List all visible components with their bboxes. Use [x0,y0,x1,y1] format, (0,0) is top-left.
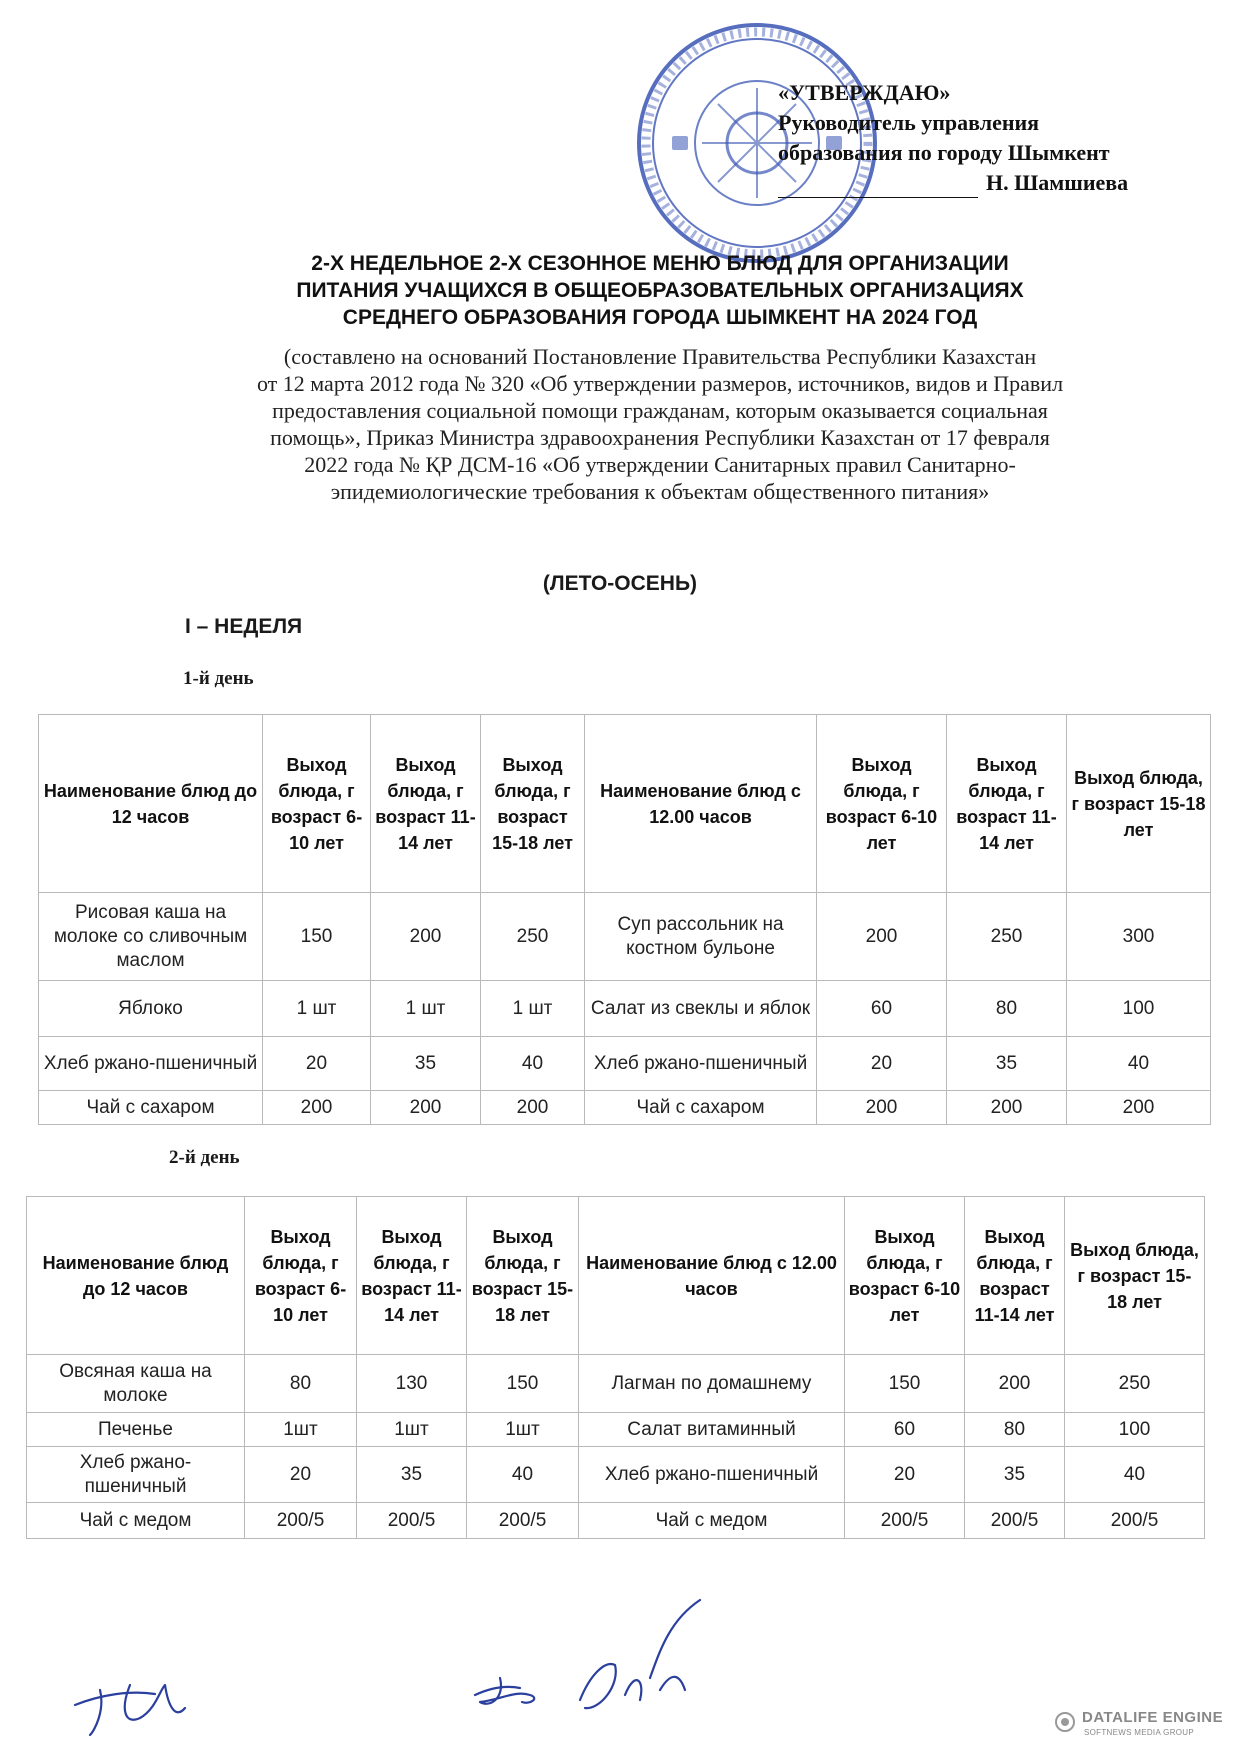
datalife-logo-icon [1054,1711,1076,1733]
title-line-3: СРЕДНЕГО ОБРАЗОВАНИЯ ГОРОДА ШЫМКЕНТ НА 2024 ГОД [342,306,978,329]
day-1-label: 1-й день [183,668,254,689]
title-line-2: ПИТАНИЯ УЧАЩИХСЯ В ОБЩЕОБРАЗОВАТЕЛЬНЫХ ОРГАНИЗАЦИЯХ [296,279,1024,302]
value-cell: 100 [1065,1413,1205,1447]
value-cell: 300 [1067,893,1211,981]
value-cell: 150 [263,893,371,981]
value-cell: 150 [845,1355,965,1413]
value-cell: 60 [817,981,947,1037]
watermark [1048,1705,1238,1745]
value-cell: 40 [1067,1037,1211,1091]
value-cell: 150 [467,1355,579,1413]
value-cell: 35 [947,1037,1067,1091]
header-cell: Выход блюда, г возраст 11-14 лет [357,1197,467,1355]
dish-cell: Овсяная каша на молоке [27,1355,245,1413]
header-cell: Наименование блюд до 12 часов [27,1197,245,1355]
header-cell: Наименование блюд с 12.00 часов [579,1197,845,1355]
header-cell: Выход блюда, г возраст 6-10 лет [845,1197,965,1355]
dish-cell: Чай с сахаром [585,1091,817,1125]
table-header-row [27,1197,1205,1355]
value-cell: 35 [357,1447,467,1503]
approve-heading: «УТВЕРЖДАЮ» [778,80,951,105]
value-cell: 200 [817,893,947,981]
value-cell: 20 [263,1037,371,1091]
dish-cell: Чай с медом [27,1503,245,1539]
dish-cell: Лагман по домашнему [579,1355,845,1413]
table-row [39,981,1211,1037]
document-title [200,250,1120,331]
value-cell: 200 [263,1091,371,1125]
dish-cell: Хлеб ржано-пшеничный [579,1447,845,1503]
table-header-row [39,715,1211,893]
dish-cell: Салат витаминный [579,1413,845,1447]
value-cell: 100 [1067,981,1211,1037]
day-2-menu-table [26,1196,1205,1539]
header-cell: Выход блюда, г возраст 15-18 лет [1067,715,1211,893]
table-row [39,1037,1211,1091]
value-cell: 80 [245,1355,357,1413]
table-row [27,1503,1205,1539]
basis-line-5: 2022 года № ҚР ДСМ-16 «Об утверждении Санитарных правил Санитарно- [304,452,1016,477]
week-heading: I – НЕДЕЛЯ [185,615,303,638]
value-cell: 1 шт [371,981,481,1037]
table-row [27,1355,1205,1413]
value-cell: 200/5 [245,1503,357,1539]
value-cell: 1шт [245,1413,357,1447]
watermark-subtitle: SOFTNEWS MEDIA GROUP [1084,1728,1195,1737]
value-cell: 200 [371,893,481,981]
header-cell: Выход блюда, г возраст 15-18 лет [1065,1197,1205,1355]
header-cell: Выход блюда, г возраст 15-18 лет [481,715,585,893]
value-cell: 200/5 [357,1503,467,1539]
header-cell: Выход блюда, г возраст 11-14 лет [947,715,1067,893]
dish-cell: Суп рассольник на костном бульоне [585,893,817,981]
header-cell: Выход блюда, г возраст 11-14 лет [965,1197,1065,1355]
approver-position-line2: образования по городу Шымкент [778,140,1110,165]
table-row [27,1413,1205,1447]
dish-cell: Чай с медом [579,1503,845,1539]
value-cell: 1шт [357,1413,467,1447]
dish-cell: Яблоко [39,981,263,1037]
signature-line [778,175,978,198]
value-cell: 200/5 [965,1503,1065,1539]
basis-line-3: предоставления социальной помощи гражданам, которым оказывается социальная [272,398,1048,423]
dish-cell: Хлеб ржано-пшеничный [27,1447,245,1503]
value-cell: 40 [467,1447,579,1503]
approver-signature-row [778,168,1158,198]
value-cell: 60 [845,1413,965,1447]
value-cell: 200 [481,1091,585,1125]
approval-block [778,78,1158,198]
day-2-label: 2-й день [169,1147,240,1168]
value-cell: 20 [817,1037,947,1091]
dish-cell: Рисовая каша на молоке со сливочным маслом [39,893,263,981]
value-cell: 200 [947,1091,1067,1125]
value-cell: 200 [371,1091,481,1125]
table-row [39,1091,1211,1125]
basis-line-4: помощь», Приказ Министра здравоохранения Республики Казахстан от 17 февраля [270,425,1050,450]
basis-line-2: от 12 марта 2012 года № 320 «Об утверждении размеров, источников, видов и Правил [256,371,1064,396]
value-cell: 40 [481,1037,585,1091]
table-row [39,893,1211,981]
value-cell: 200 [1067,1091,1211,1125]
value-cell: 250 [1065,1355,1205,1413]
header-cell: Выход блюда, г возраст 11-14 лет [371,715,481,893]
value-cell: 200 [965,1355,1065,1413]
value-cell: 40 [1065,1447,1205,1503]
dish-cell: Салат из свеклы и яблок [585,981,817,1037]
value-cell: 200 [817,1091,947,1125]
basis-line-1: (составлено на оснований Постановление Правительства Республики Казахстан [283,344,1037,369]
dish-cell: Чай с сахаром [39,1091,263,1125]
value-cell: 250 [481,893,585,981]
day-1-menu-table [38,714,1211,1125]
table-row [27,1447,1205,1503]
value-cell: 250 [947,893,1067,981]
value-cell: 1 шт [481,981,585,1037]
header-cell: Выход блюда, г возраст 6-10 лет [245,1197,357,1355]
value-cell: 35 [371,1037,481,1091]
document-basis [200,343,1120,505]
season-heading: (ЛЕТО-ОСЕНЬ) [542,572,698,595]
header-cell: Выход блюда, г возраст 6-10 лет [817,715,947,893]
value-cell: 200/5 [845,1503,965,1539]
value-cell: 20 [245,1447,357,1503]
value-cell: 200/5 [467,1503,579,1539]
watermark-name: DATALIFE ENGINE [1082,1709,1224,1726]
value-cell: 130 [357,1355,467,1413]
dish-cell: Хлеб ржано-пшеничный [39,1037,263,1091]
basis-line-6: эпидемиологические требования к объектам общественного питания» [330,479,990,504]
value-cell: 1шт [467,1413,579,1447]
approver-name: Н. Шамшиева [986,170,1129,195]
value-cell: 35 [965,1447,1065,1503]
header-cell: Наименование блюд до 12 часов [39,715,263,893]
header-cell: Выход блюда, г возраст 15-18 лет [467,1197,579,1355]
handwritten-signatures [60,1590,760,1740]
value-cell: 80 [947,981,1067,1037]
title-line-1: 2-Х НЕДЕЛЬНОЕ 2-Х СЕЗОННОЕ МЕНЮ БЛЮД ДЛЯ ОРГАНИЗАЦИИ [311,252,1009,275]
value-cell: 20 [845,1447,965,1503]
value-cell: 1 шт [263,981,371,1037]
value-cell: 200/5 [1065,1503,1205,1539]
header-cell: Выход блюда, г возраст 6-10 лет [263,715,371,893]
dish-cell: Печенье [27,1413,245,1447]
dish-cell: Хлеб ржано-пшеничный [585,1037,817,1091]
approver-position-line1: Руководитель управления [778,110,1040,135]
header-cell: Наименование блюд с 12.00 часов [585,715,817,893]
value-cell: 80 [965,1413,1065,1447]
